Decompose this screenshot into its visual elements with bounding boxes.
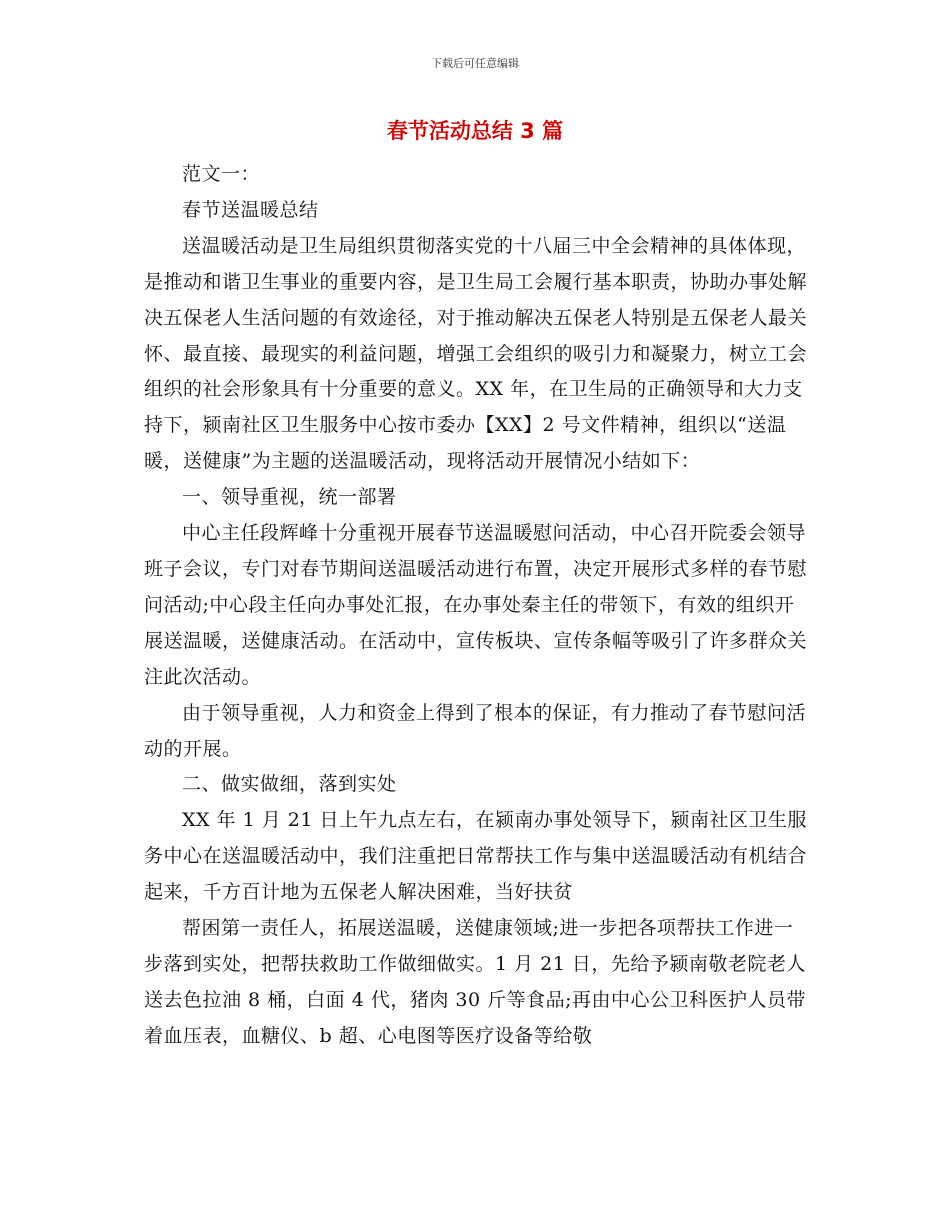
paragraph-section-1-conclusion: 由于领导重视，人力和资金上得到了根本的保证，有力推动了春节慰问活动的开展。	[144, 701, 807, 760]
paragraph-sample-label: 范文一：	[182, 163, 261, 185]
page-header-note: 下载后可任意编辑	[431, 57, 519, 70]
paragraph-section-2-body: XX 年 1 月 21 日上午九点左右，在颍南办事处领导下，颍南社区卫生服务中心在送温暖活动中，我们注重把日常帮扶工作与集中送温暖活动有机结合起来，千方百计地为五保老人解决困难，当好扶贫	[144, 809, 808, 904]
paragraph-subtitle: 春节送温暖总结	[182, 198, 319, 221]
document-title: 春节活动总结 3 篇	[386, 119, 564, 143]
paragraph-section-2-continued: 帮困第一责任人，拓展送温暖，送健康领域;进一步把各项帮扶工作进一步落到实处，把帮扶救助工作做细做实。1 月 21 日，先给予颍南敬老院老人送去色拉油 8 桶，白面 4 代，猪肉 30 斤等食品;再由中心公卫科医护人员带着血压表，血糖仪、b 超、心电图等医疗设备等给敬	[144, 917, 806, 1047]
paragraph-intro: 送温暖活动是卫生局组织贯彻落实党的十八届三中全会精神的具体体现，是推动和谐卫生事业的重要内容，是卫生局工会履行基本职责，协助办事处解决五保老人生活问题的有效途径，对于推动解决五保老人特别是五保老人最关怀、最直接、最现实的利益问题，增强工会组织的吸引力和凝聚力，树立工会组织的社会形象具有十分重要的意义。XX 年，在卫生局的正确领导和大力支持下，颍南社区卫生服务中心按市委办【XX】2 号文件精神，组织以“送温暖，送健康”为主题的送温暖活动，现将活动开展情况小结如下：	[144, 234, 808, 473]
paragraph-section-1-body: 中心主任段辉峰十分重视开展春节送温暖慰问活动，中心召开院委会领导班子会议，专门对春节期间送温暖活动进行布置，决定开展形式多样的春节慰问活动;中心段主任向办事处汇报，在办事处秦主任的带领下，有效的组织开展送温暖，送健康活动。在活动中，宣传板块、宣传条幅等吸引了许多群众关注此次活动。	[144, 522, 808, 688]
document-body	[144, 157, 809, 1055]
section-heading-2: 二、做实做细，落到实处	[182, 773, 397, 796]
section-heading-1: 一、领导重视，统一部署	[182, 486, 397, 509]
